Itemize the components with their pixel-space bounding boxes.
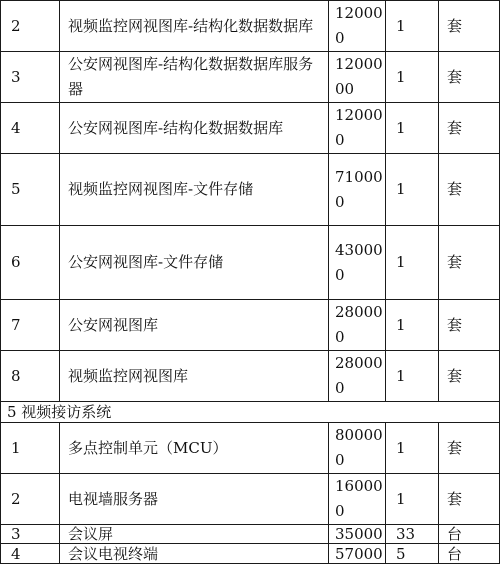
item-quantity: 1 [386,226,439,300]
row-number: 1 [1,423,60,474]
item-unit: 套 [439,300,500,351]
item-unit: 套 [439,1,500,52]
table-row [1,351,500,402]
item-name: 多点控制单元（MCU） [60,423,329,474]
item-quantity: 1 [386,300,439,351]
item-price: 1200000 [329,52,386,103]
item-price: 35000 [329,525,386,544]
table-row [1,423,500,474]
item-unit: 套 [439,474,500,525]
item-unit: 套 [439,52,500,103]
table-row [1,103,500,154]
item-price: 160000 [329,474,386,525]
section-title: 5 视频接访系统 [1,402,500,423]
item-quantity: 5 [386,544,439,564]
row-number: 4 [1,544,60,564]
item-name: 视频监控网视图库 [60,351,329,402]
item-name: 公安网视图库 [60,300,329,351]
row-number: 4 [1,103,60,154]
item-name: 公安网视图库-结构化数据数据库 [60,103,329,154]
item-unit: 套 [439,154,500,226]
item-price: 280000 [329,300,386,351]
item-price: 800000 [329,423,386,474]
table-row [1,52,500,103]
item-name: 会议电视终端 [60,544,329,564]
row-number: 6 [1,226,60,300]
item-unit: 套 [439,226,500,300]
item-name: 视频监控网视图库-结构化数据数据库 [60,1,329,52]
item-unit: 套 [439,423,500,474]
item-price: 57000 [329,544,386,564]
item-price: 710000 [329,154,386,226]
table-row [1,544,500,564]
item-price: 280000 [329,351,386,402]
item-quantity: 1 [386,1,439,52]
row-number: 3 [1,52,60,103]
item-unit: 台 [439,525,500,544]
item-quantity: 1 [386,154,439,226]
row-number: 3 [1,525,60,544]
item-quantity: 33 [386,525,439,544]
item-price: 430000 [329,226,386,300]
item-name: 会议屏 [60,525,329,544]
table-row [1,154,500,226]
item-price: 120000 [329,1,386,52]
row-number: 7 [1,300,60,351]
row-number: 8 [1,351,60,402]
table-row [1,474,500,525]
item-quantity: 1 [386,351,439,402]
row-number: 2 [1,1,60,52]
item-quantity: 1 [386,52,439,103]
item-quantity: 1 [386,103,439,154]
item-quantity: 1 [386,474,439,525]
item-unit: 套 [439,351,500,402]
item-name: 视频监控网视图库-文件存储 [60,154,329,226]
item-unit: 套 [439,103,500,154]
table-row [1,226,500,300]
row-number: 2 [1,474,60,525]
table-row [1,300,500,351]
row-number: 5 [1,154,60,226]
item-quantity: 1 [386,423,439,474]
table-row [1,525,500,544]
item-name: 公安网视图库-结构化数据数据库服务器 [60,52,329,103]
item-name: 电视墙服务器 [60,474,329,525]
item-name: 公安网视图库-文件存储 [60,226,329,300]
section-header-row [1,402,500,423]
table-row [1,1,500,52]
item-price: 120000 [329,103,386,154]
item-unit: 台 [439,544,500,564]
